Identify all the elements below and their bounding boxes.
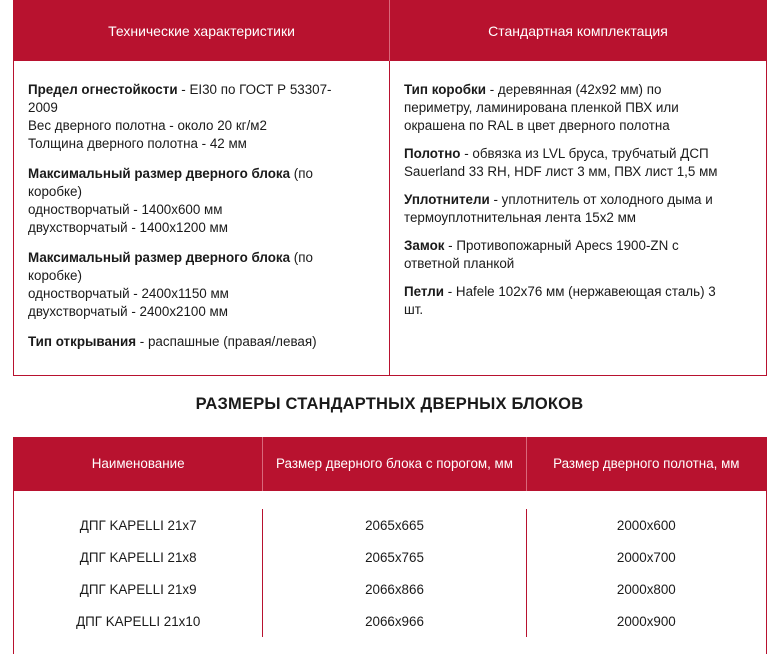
cell-block-size: 2066х866 (263, 573, 526, 605)
table-header (14, 437, 766, 491)
spec-line: одностворчатый - 1400х600 мм (28, 202, 223, 217)
equipment-line: периметру, ламинирована пленкой ПВХ или (404, 100, 679, 115)
equipment-line: ответной планкой (404, 256, 515, 271)
equipment-item-leaf (404, 145, 752, 181)
spec-line: коробке) (28, 184, 82, 199)
spec-value: (по (290, 250, 313, 265)
cell-name: ДПГ KAPELLI 21х8 (14, 541, 263, 573)
spec-item-max-size-frame (28, 165, 375, 237)
cell-name: ДПГ KAPELLI 21х7 (14, 509, 263, 541)
standard-equipment-column (390, 61, 766, 375)
spec-item-max-size-frame-2 (28, 249, 375, 321)
equipment-value: - уплотнитель от холодного дыма и (489, 192, 713, 207)
column-header-leaf-size: Размер дверного полотна, мм (553, 456, 740, 471)
specs-header (14, 0, 766, 61)
spec-value: - распашные (правая/левая) (136, 334, 317, 349)
cell-leaf-size: 2000х800 (616, 581, 676, 597)
spec-item-opening-type (28, 333, 375, 351)
equipment-item-hinges (404, 283, 752, 319)
equipment-item-lock (404, 237, 752, 273)
specs-body (14, 61, 766, 375)
equipment-label: Петли (404, 284, 445, 299)
spec-line: Толщина дверного полотна - 42 мм (28, 136, 247, 151)
spec-label: Предел огнестойкости (28, 82, 178, 97)
spec-label: Максимальный размер дверного блока (28, 166, 291, 181)
spec-line: двухстворчатый - 2400х2100 мм (28, 304, 228, 319)
equipment-label: Полотно (404, 146, 461, 161)
sizes-table (13, 437, 767, 654)
cell-block-size: 2065х765 (263, 541, 526, 573)
spec-line: Вес дверного полотна - около 20 кг/м2 (28, 118, 267, 133)
spec-line: одностворчатый - 2400х1150 мм (28, 286, 229, 301)
cell-block-size: 2066х966 (263, 605, 526, 637)
cell-block-size: 2065х665 (263, 509, 526, 541)
table-row (14, 605, 766, 637)
equipment-label: Тип коробки (404, 82, 486, 97)
table-row (14, 541, 766, 573)
spec-line: коробке) (28, 268, 82, 283)
cell-name: ДПГ KAPELLI 21х10 (14, 605, 263, 637)
spec-value: (по (290, 166, 313, 181)
equipment-value: - обвязка из LVL бруса, трубчатый ДСП (460, 146, 709, 161)
spec-line: двухстворчатый - 1400х1200 мм (28, 220, 228, 235)
equipment-value: - Hafele 102х76 мм (нержавеющая сталь) 3 (444, 284, 716, 299)
tech-specs-heading: Технические характеристики (14, 0, 390, 61)
equipment-line: термоуплотнительная лента 15х2 мм (404, 210, 637, 225)
equipment-item-frame-type (404, 81, 752, 135)
equipment-label: Уплотнители (404, 192, 490, 207)
tech-specs-column (14, 61, 390, 375)
cell-leaf-size: 2000х600 (616, 517, 676, 533)
spec-value: - EI30 по ГОСТ Р 53307- (177, 82, 332, 97)
table-body (14, 491, 766, 637)
equipment-value: - деревянная (42х92 мм) по (485, 82, 662, 97)
standard-equipment-heading: Стандартная комплектация (488, 22, 668, 39)
equipment-line: окрашена по RAL в цвет дверного полотна (404, 118, 670, 133)
equipment-item-seals (404, 191, 752, 227)
spec-label: Максимальный размер дверного блока (28, 250, 291, 265)
spec-line: 2009 (28, 100, 58, 115)
cell-name: ДПГ KAPELLI 21х9 (14, 573, 263, 605)
specs-block (13, 0, 767, 376)
table-row (14, 509, 766, 541)
table-row (14, 573, 766, 605)
spec-label: Тип открывания (28, 334, 137, 349)
equipment-label: Замок (404, 238, 445, 253)
equipment-line: шт. (404, 302, 424, 317)
cell-leaf-size: 2000х900 (616, 613, 676, 629)
spec-item-fire-resistance (28, 81, 375, 153)
equipment-value: - Противопожарный Apecs 1900-ZN с (444, 238, 679, 253)
cell-leaf-size: 2000х700 (616, 549, 676, 565)
column-header-block-size: Размер дверного блока с порогом, мм (263, 437, 526, 491)
column-header-name: Наименование (14, 437, 263, 491)
section-title: РАЗМЕРЫ СТАНДАРТНЫХ ДВЕРНЫХ БЛОКОВ (195, 395, 584, 413)
equipment-line: Sauerland 33 RH, HDF лист 3 мм, ПВХ лист 1,5 мм (404, 164, 718, 179)
